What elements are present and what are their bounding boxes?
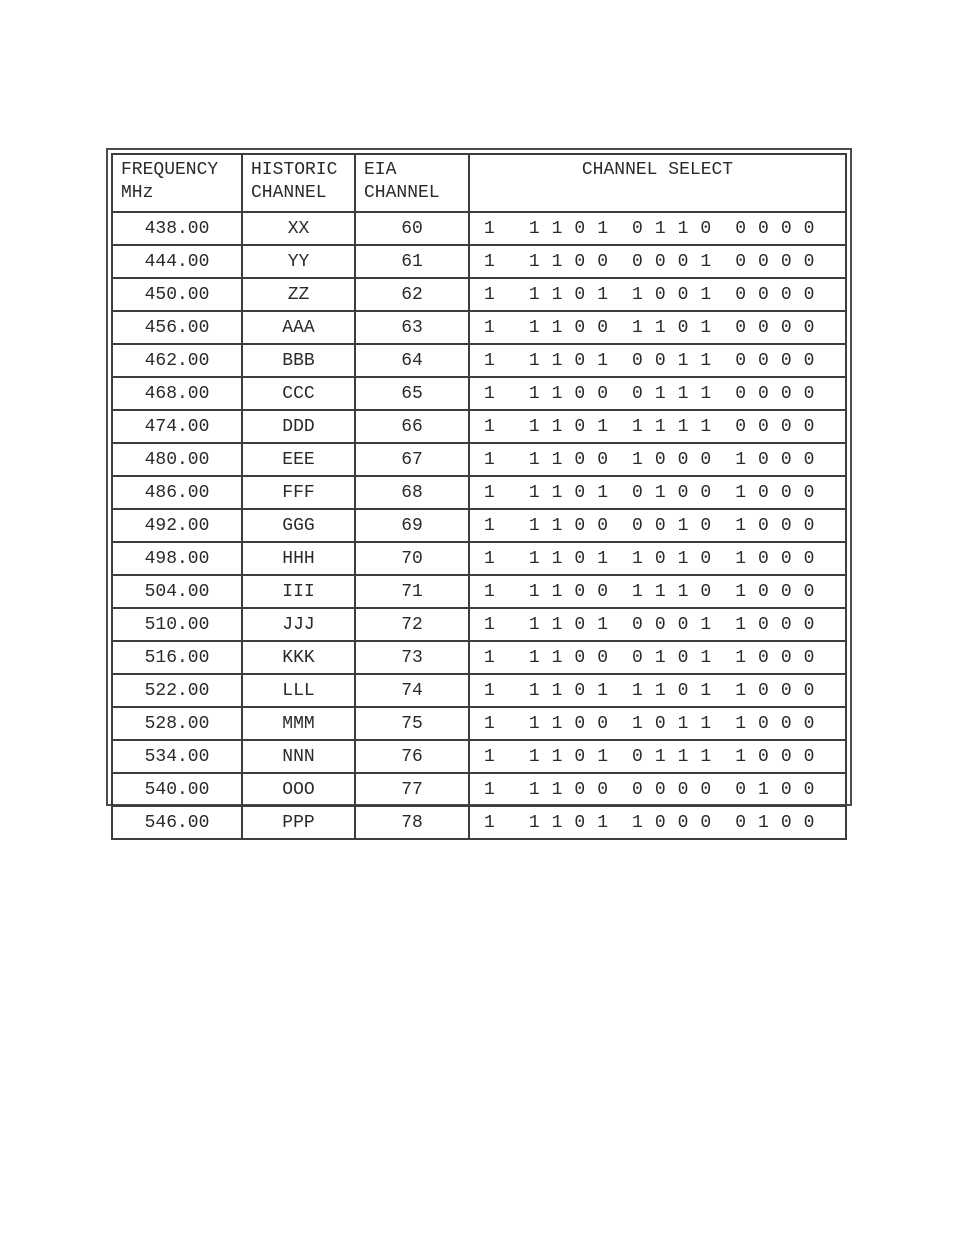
bit-group: 0110	[632, 218, 724, 239]
bit-group: 0000	[735, 383, 827, 404]
bit-group: 1100	[528, 449, 621, 470]
channel-select-cell	[469, 410, 846, 443]
channel-select-table	[111, 153, 847, 840]
header-eia-line2: CHANNEL	[364, 183, 440, 204]
bit-group-lead: 1	[484, 317, 507, 338]
frequency-cell: 474.00	[112, 410, 242, 443]
channel-select-cell	[469, 212, 846, 245]
bit-group: 1000	[735, 614, 827, 635]
bit-group-lead: 1	[484, 647, 507, 668]
bit-group-lead: 1	[484, 515, 507, 536]
channel-select-bits	[470, 450, 845, 470]
eia-channel-cell: 66	[355, 410, 469, 443]
eia-channel-cell: 78	[355, 806, 469, 839]
channel-select-bits	[470, 648, 845, 668]
bit-group: 1000	[735, 581, 827, 602]
bit-group: 0100	[632, 482, 724, 503]
frequency-cell: 444.00	[112, 245, 242, 278]
bit-group: 1101	[528, 812, 621, 833]
channel-select-cell	[469, 674, 846, 707]
historic-channel-cell: AAA	[242, 311, 355, 344]
header-channel-select-label: CHANNEL SELECT	[581, 160, 734, 180]
bit-group: 0011	[632, 350, 724, 371]
bit-group: 1000	[735, 515, 827, 536]
bit-group: 0000	[735, 218, 827, 239]
bit-group: 1001	[632, 284, 724, 305]
channel-select-bits	[470, 516, 845, 536]
bit-group-lead: 1	[484, 251, 507, 272]
historic-channel-cell: NNN	[242, 740, 355, 773]
table-row	[112, 773, 846, 806]
eia-channel-cell: 68	[355, 476, 469, 509]
bit-group: 0000	[735, 284, 827, 305]
bit-group: 0101	[632, 647, 724, 668]
eia-channel-cell: 63	[355, 311, 469, 344]
bit-group: 1000	[735, 680, 827, 701]
eia-channel-cell: 74	[355, 674, 469, 707]
channel-select-bits	[470, 813, 845, 833]
bit-group: 1101	[528, 350, 621, 371]
frequency-cell: 498.00	[112, 542, 242, 575]
bit-group: 1000	[735, 746, 827, 767]
channel-select-cell	[469, 542, 846, 575]
header-row	[112, 154, 846, 212]
table-row	[112, 245, 846, 278]
bit-group: 0111	[632, 746, 724, 767]
historic-channel-cell: PPP	[242, 806, 355, 839]
historic-channel-cell: CCC	[242, 377, 355, 410]
channel-select-bits	[470, 384, 845, 404]
bit-group-lead: 1	[484, 482, 507, 503]
historic-channel-cell: XX	[242, 212, 355, 245]
table-row	[112, 641, 846, 674]
channel-select-cell	[469, 476, 846, 509]
channel-select-bits	[470, 417, 845, 437]
frequency-cell: 504.00	[112, 575, 242, 608]
bit-group: 0100	[735, 812, 827, 833]
bit-group: 1000	[735, 713, 827, 734]
bit-group-lead: 1	[484, 779, 507, 800]
bit-group: 1100	[528, 251, 621, 272]
eia-channel-cell: 62	[355, 278, 469, 311]
historic-channel-cell: EEE	[242, 443, 355, 476]
historic-channel-cell: LLL	[242, 674, 355, 707]
table-row	[112, 212, 846, 245]
historic-channel-cell: GGG	[242, 509, 355, 542]
header-frequency-line2: MHz	[121, 183, 154, 204]
channel-select-cell	[469, 707, 846, 740]
header-historic-line2: CHANNEL	[251, 183, 327, 204]
frequency-cell: 528.00	[112, 707, 242, 740]
table-row	[112, 344, 846, 377]
historic-channel-cell: FFF	[242, 476, 355, 509]
eia-channel-cell: 76	[355, 740, 469, 773]
bit-group: 1100	[528, 779, 621, 800]
bit-group: 1101	[528, 416, 621, 437]
bit-group: 1100	[528, 581, 621, 602]
channel-select-cell	[469, 344, 846, 377]
channel-select-cell	[469, 641, 846, 674]
bit-group: 0000	[735, 317, 827, 338]
table-row	[112, 311, 846, 344]
historic-channel-cell: YY	[242, 245, 355, 278]
channel-select-cell	[469, 245, 846, 278]
header-frequency-line1: FREQUENCY	[121, 160, 219, 180]
bit-group: 0100	[735, 779, 827, 800]
channel-select-cell	[469, 608, 846, 641]
bit-group-lead: 1	[484, 416, 507, 437]
channel-select-cell	[469, 377, 846, 410]
bit-group: 0010	[632, 515, 724, 536]
historic-channel-cell: HHH	[242, 542, 355, 575]
eia-channel-cell: 72	[355, 608, 469, 641]
bit-group: 1000	[735, 647, 827, 668]
bit-group: 1101	[528, 746, 621, 767]
header-historic-line1: HISTORIC	[251, 160, 338, 180]
bit-group: 1000	[735, 482, 827, 503]
channel-select-cell	[469, 575, 846, 608]
historic-channel-cell: ZZ	[242, 278, 355, 311]
channel-select-bits	[470, 780, 845, 800]
channel-select-bits	[470, 285, 845, 305]
channel-select-bits	[470, 318, 845, 338]
bit-group: 1000	[735, 449, 827, 470]
bit-group-lead: 1	[484, 284, 507, 305]
bit-group-lead: 1	[484, 581, 507, 602]
bit-group: 1000	[632, 449, 724, 470]
header-historic-channel	[242, 154, 355, 212]
eia-channel-cell: 73	[355, 641, 469, 674]
bit-group: 1101	[528, 614, 621, 635]
frequency-cell: 486.00	[112, 476, 242, 509]
channel-select-bits	[470, 219, 845, 239]
bit-group: 1100	[528, 383, 621, 404]
eia-channel-cell: 67	[355, 443, 469, 476]
frequency-cell: 546.00	[112, 806, 242, 839]
bit-group-lead: 1	[484, 218, 507, 239]
table-row	[112, 509, 846, 542]
bit-group: 1100	[528, 515, 621, 536]
eia-channel-cell: 70	[355, 542, 469, 575]
bit-group: 0000	[735, 251, 827, 272]
frequency-cell: 456.00	[112, 311, 242, 344]
bit-group: 0000	[735, 416, 827, 437]
bit-group: 1000	[735, 548, 827, 569]
table-row	[112, 707, 846, 740]
channel-select-cell	[469, 509, 846, 542]
eia-channel-cell: 61	[355, 245, 469, 278]
frequency-cell: 450.00	[112, 278, 242, 311]
table-row	[112, 278, 846, 311]
channel-select-bits	[470, 582, 845, 602]
historic-channel-cell: KKK	[242, 641, 355, 674]
channel-select-cell	[469, 806, 846, 839]
historic-channel-cell: DDD	[242, 410, 355, 443]
bit-group-lead: 1	[484, 614, 507, 635]
table-row	[112, 575, 846, 608]
channel-table-outer-border	[106, 148, 852, 833]
bit-group-lead: 1	[484, 680, 507, 701]
bit-group-lead: 1	[484, 350, 507, 371]
bit-group: 1101	[528, 548, 621, 569]
bit-group: 0001	[632, 251, 724, 272]
header-channel-select	[469, 154, 846, 212]
bit-group: 0000	[735, 350, 827, 371]
historic-channel-cell: III	[242, 575, 355, 608]
table-row	[112, 740, 846, 773]
frequency-cell: 438.00	[112, 212, 242, 245]
frequency-cell: 462.00	[112, 344, 242, 377]
bit-group: 0001	[632, 614, 724, 635]
bit-group: 1101	[632, 317, 724, 338]
bit-group: 1010	[632, 548, 724, 569]
frequency-cell: 492.00	[112, 509, 242, 542]
frequency-cell: 480.00	[112, 443, 242, 476]
bit-group: 1110	[632, 581, 724, 602]
bit-group: 1101	[528, 284, 621, 305]
bit-group: 0111	[632, 383, 724, 404]
bit-group-lead: 1	[484, 548, 507, 569]
table-body	[112, 212, 846, 839]
channel-select-bits	[470, 615, 845, 635]
channel-select-bits	[470, 714, 845, 734]
channel-select-bits	[470, 549, 845, 569]
frequency-cell: 522.00	[112, 674, 242, 707]
frequency-cell: 540.00	[112, 773, 242, 806]
channel-select-bits	[470, 252, 845, 272]
header-eia-line1: EIA	[364, 160, 397, 180]
eia-channel-cell: 60	[355, 212, 469, 245]
bit-group: 1101	[528, 218, 621, 239]
channel-select-bits	[470, 483, 845, 503]
table-row	[112, 443, 846, 476]
frequency-cell: 468.00	[112, 377, 242, 410]
channel-select-cell	[469, 311, 846, 344]
bit-group-lead: 1	[484, 812, 507, 833]
table-row	[112, 542, 846, 575]
historic-channel-cell: JJJ	[242, 608, 355, 641]
bit-group-lead: 1	[484, 383, 507, 404]
bit-group: 1101	[528, 482, 621, 503]
bit-group: 1100	[528, 647, 621, 668]
channel-select-bits	[470, 681, 845, 701]
channel-select-cell	[469, 773, 846, 806]
bit-group: 1111	[632, 416, 724, 437]
table-row	[112, 806, 846, 839]
eia-channel-cell: 69	[355, 509, 469, 542]
bit-group: 1101	[632, 680, 724, 701]
frequency-cell: 516.00	[112, 641, 242, 674]
table-row	[112, 410, 846, 443]
channel-select-bits	[470, 351, 845, 371]
header-frequency	[112, 154, 242, 212]
historic-channel-cell: OOO	[242, 773, 355, 806]
eia-channel-cell: 71	[355, 575, 469, 608]
eia-channel-cell: 75	[355, 707, 469, 740]
frequency-cell: 510.00	[112, 608, 242, 641]
bit-group: 1011	[632, 713, 724, 734]
eia-channel-cell: 65	[355, 377, 469, 410]
bit-group: 1100	[528, 713, 621, 734]
header-eia-channel	[355, 154, 469, 212]
bit-group: 1000	[632, 812, 724, 833]
channel-select-cell	[469, 443, 846, 476]
bit-group-lead: 1	[484, 746, 507, 767]
channel-select-bits	[470, 747, 845, 767]
frequency-cell: 534.00	[112, 740, 242, 773]
bit-group-lead: 1	[484, 713, 507, 734]
bit-group: 1101	[528, 680, 621, 701]
bit-group: 1100	[528, 317, 621, 338]
table-row	[112, 476, 846, 509]
historic-channel-cell: BBB	[242, 344, 355, 377]
table-row	[112, 674, 846, 707]
eia-channel-cell: 64	[355, 344, 469, 377]
bit-group-lead: 1	[484, 449, 507, 470]
bit-group: 0000	[632, 779, 724, 800]
table-row	[112, 608, 846, 641]
channel-select-cell	[469, 740, 846, 773]
channel-select-cell	[469, 278, 846, 311]
historic-channel-cell: MMM	[242, 707, 355, 740]
eia-channel-cell: 77	[355, 773, 469, 806]
table-row	[112, 377, 846, 410]
